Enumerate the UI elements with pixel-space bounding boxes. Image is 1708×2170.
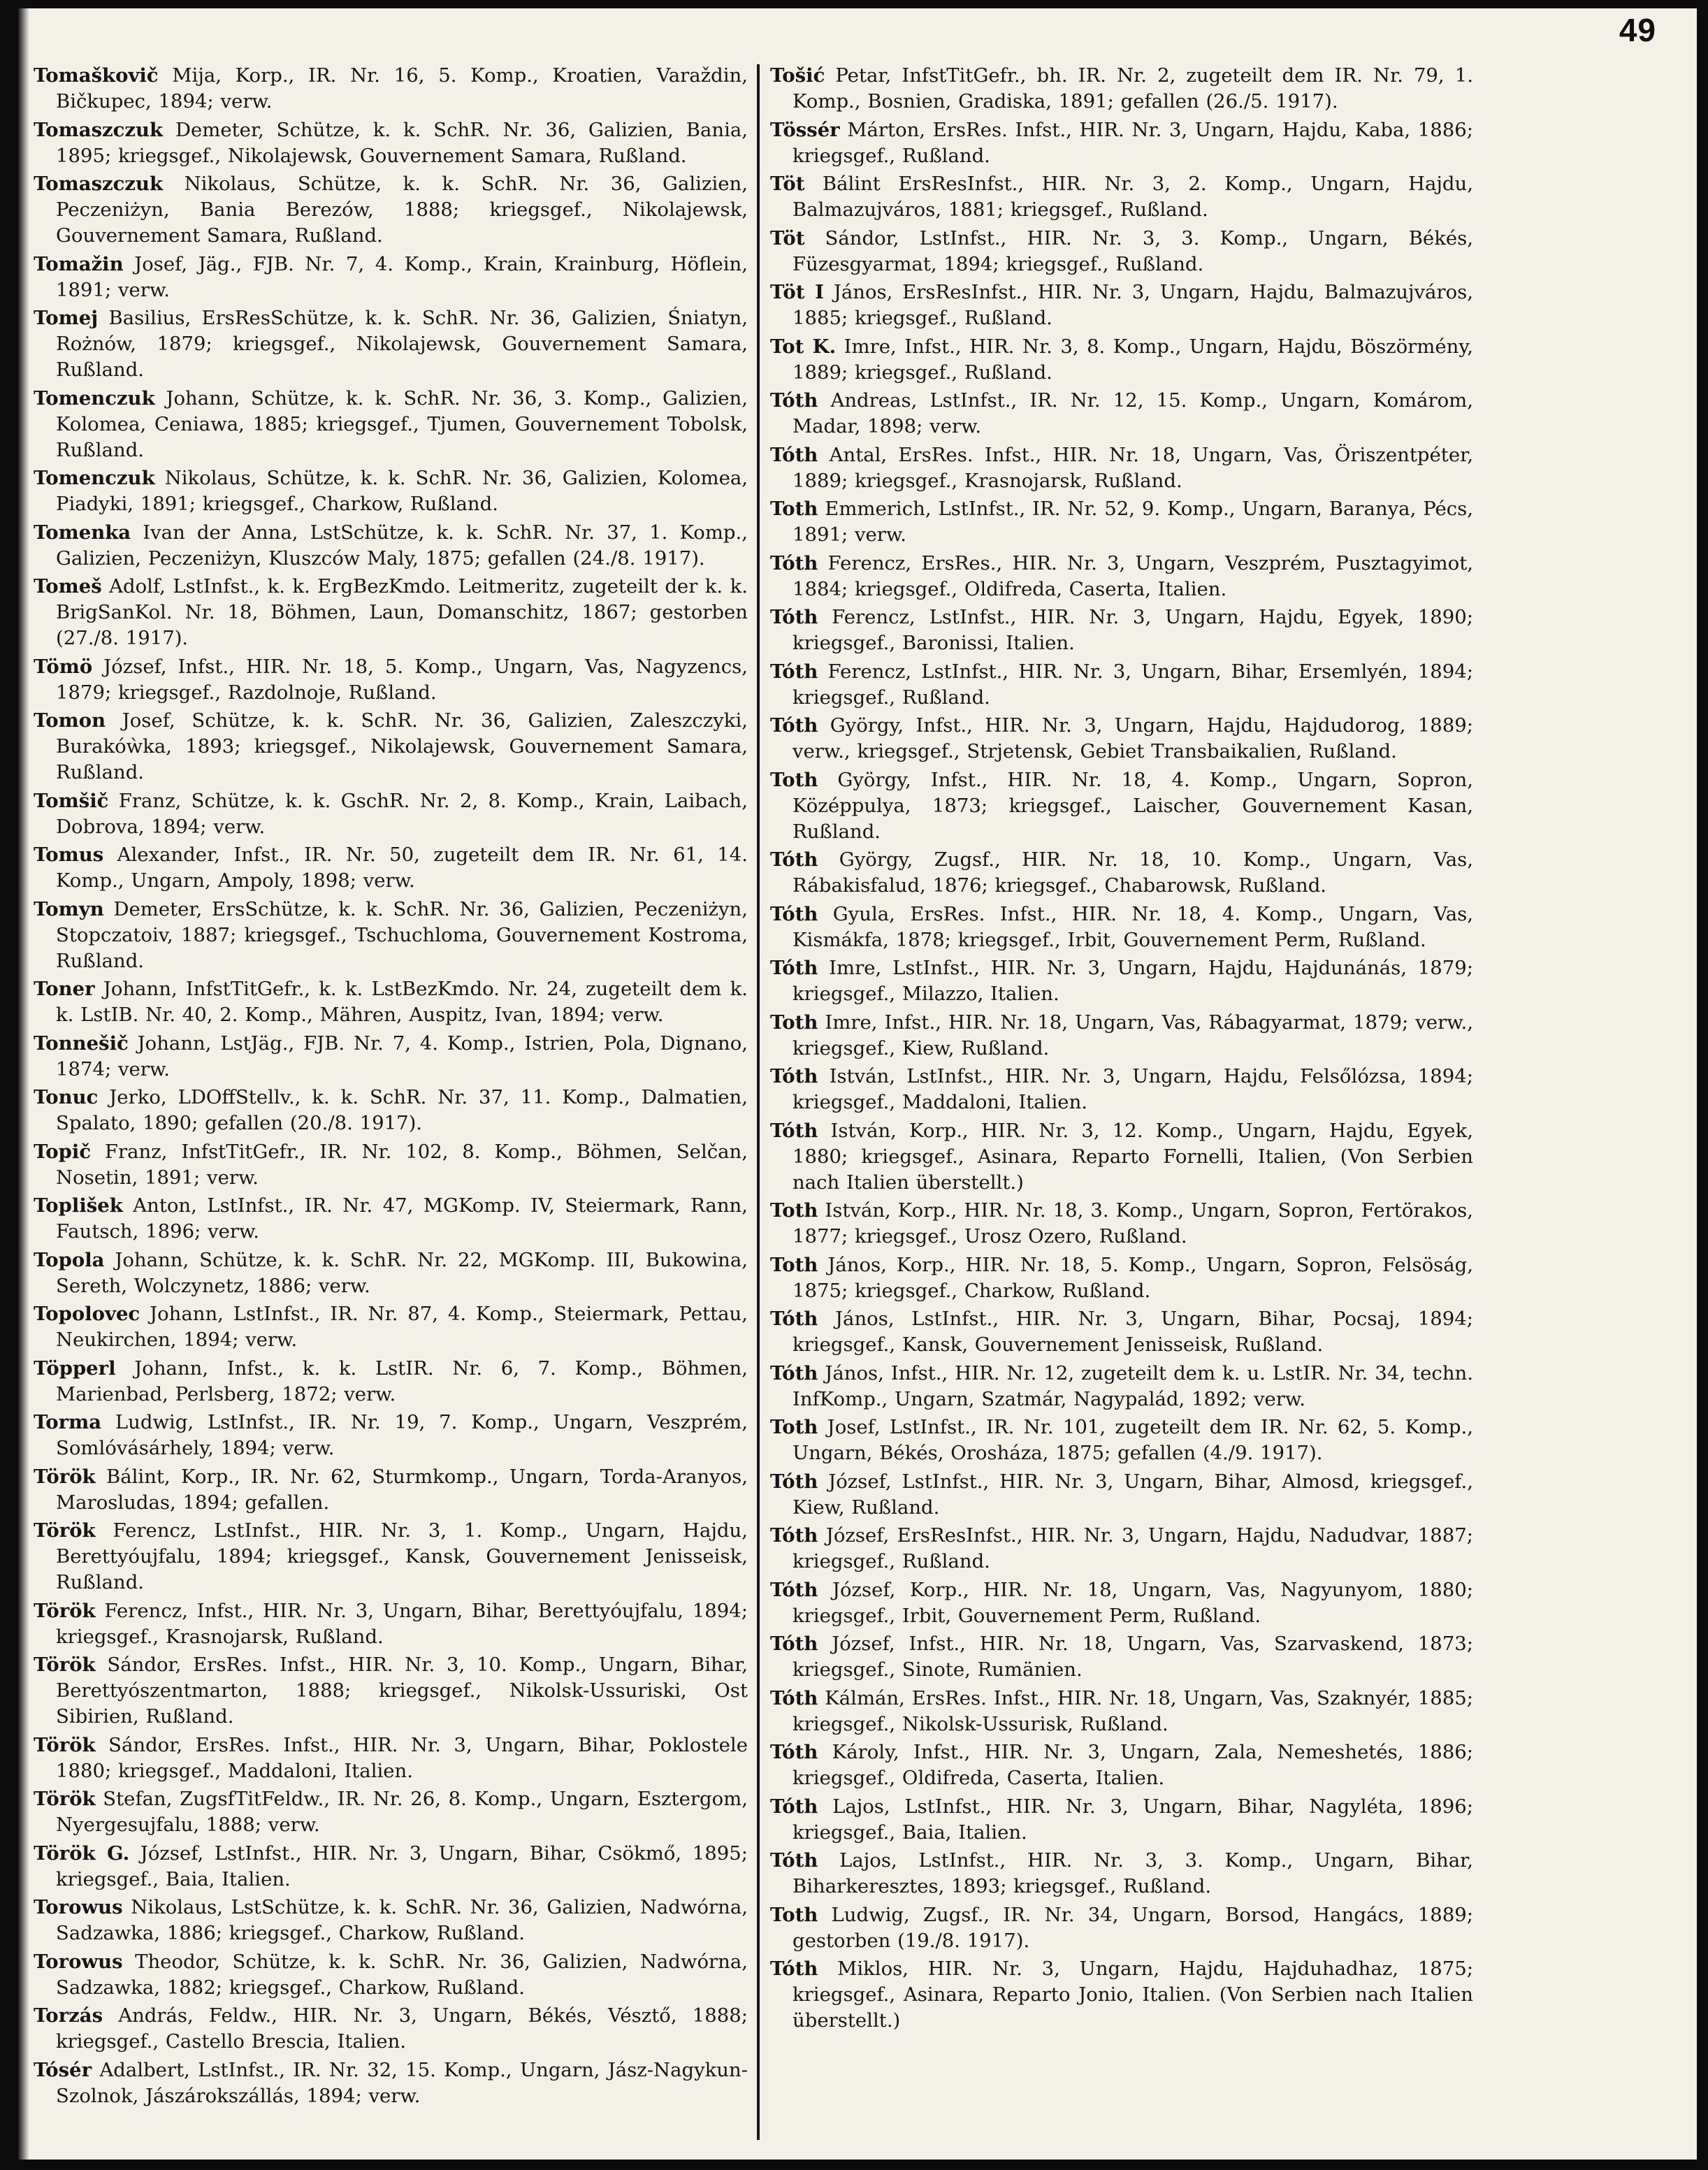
register-entry <box>34 1733 748 1784</box>
register-entry <box>34 171 748 249</box>
entry-surname: Toth <box>770 1199 818 1222</box>
register-entry <box>770 1252 1473 1304</box>
entry-details: József, LstInfst., HIR. Nr. 3, Ungarn, Bihar, Csökmő, 1895; kriegsgef., Baia, Italien. <box>56 1842 748 1890</box>
entry-details: Sándor, LstInfst., HIR. Nr. 3, 3. Komp., Ungarn, Békés, Füzesgyarmat, 1894; kriegsgef., Rußland. <box>793 226 1473 275</box>
entry-surname: Tóth <box>770 1065 818 1087</box>
register-entry <box>34 1598 748 1650</box>
register-entry <box>34 897 748 974</box>
entry-surname: Tóth <box>770 1849 818 1872</box>
register-entry <box>770 1523 1473 1575</box>
entry-details: Andreas, LstInfst., IR. Nr. 12, 15. Komp., Ungarn, Komárom, Madar, 1898; verw. <box>793 389 1473 437</box>
register-entry <box>770 226 1473 277</box>
register-entry <box>770 659 1473 711</box>
entry-surname: Tóth <box>770 1470 818 1493</box>
register-entry <box>770 442 1473 494</box>
entry-surname: Tomenczuk <box>34 467 155 489</box>
entry-surname: Tot K. <box>770 335 837 358</box>
entry-details: József, Infst., HIR. Nr. 18, Ungarn, Vas, Szarvaskend, 1873; kriegsgef., Sinote, Rumänien. <box>793 1633 1473 1681</box>
entry-surname: Toplišek <box>34 1194 123 1217</box>
left-column <box>34 63 748 2153</box>
register-entry <box>34 654 748 706</box>
entry-surname: Tóth <box>770 1795 818 1818</box>
register-entry <box>770 767 1473 845</box>
entry-surname: Topič <box>34 1140 92 1163</box>
entry-surname: Tössér <box>770 118 840 141</box>
entry-surname: Toth <box>770 1011 818 1034</box>
register-entry <box>34 1410 748 1461</box>
entry-details: György, Infst., HIR. Nr. 18, 4. Komp., Ungarn, Sopron, Középpulya, 1873; kriegsgef., Laischer, Gouvernement Kasan, Rußland. <box>793 768 1473 843</box>
entry-surname: Tomaszczuk <box>34 173 164 195</box>
entry-surname: Tóth <box>770 551 818 574</box>
register-entry <box>770 902 1473 953</box>
register-entry <box>770 1577 1473 1629</box>
register-entry <box>770 117 1473 169</box>
entry-surname: Török <box>34 1519 96 1542</box>
entry-surname: Tomej <box>34 307 99 329</box>
entry-surname: Toth <box>770 498 818 520</box>
register-entry <box>34 1786 748 1838</box>
register-entry <box>34 1949 748 2001</box>
entry-details: József, ErsResInfst., HIR. Nr. 3, Ungarn, Hajdu, Nadudvar, 1887; kriegsgef., Rußland. <box>793 1524 1473 1572</box>
column-divider <box>757 64 760 2140</box>
register-entry <box>34 1895 748 1946</box>
entry-details: István, Korp., HIR. Nr. 3, 12. Komp., Ungarn, Hajdu, Egyek, 1880; kriegsgef., Asinara, Reparto Fornelli, Italien, (Von Serbien nach Italien überstellt.) <box>793 1119 1473 1194</box>
register-entry <box>34 976 748 1028</box>
entry-surname: Tóth <box>770 1578 818 1601</box>
entry-details: János, Korp., HIR. Nr. 18, 5. Komp., Ungarn, Sopron, Felsöság, 1875; kriegsgef., Charkow, Rußland. <box>793 1253 1473 1302</box>
register-entry <box>770 388 1473 440</box>
entry-details: Theodor, Schütze, k. k. SchR. Nr. 36, Galizien, Nadwórna, Sadzawka, 1882; kriegsgef., Charkow, Rußland. <box>56 1950 748 1999</box>
register-entry <box>770 605 1473 656</box>
entry-surname: Török <box>34 1599 96 1622</box>
entry-details: József, LstInfst., HIR. Nr. 3, Ungarn, Bihar, Almosd, kriegsgef., Kiew, Rußland. <box>793 1470 1473 1519</box>
entry-surname: Töt <box>770 226 805 249</box>
entry-details: Antal, ErsRes. Infst., HIR. Nr. 18, Ungarn, Vas, Öriszentpéter, 1889; kriegsgef., Krasnojarsk, Rußland. <box>793 443 1473 492</box>
register-entry <box>34 1464 748 1516</box>
register-entry <box>34 465 748 517</box>
entry-details: György, Infst., HIR. Nr. 3, Ungarn, Hajdu, Hajdudorog, 1889; verw., kriegsgef., Strjetensk, Gebiet Transbaikalien, Rußland. <box>793 714 1473 762</box>
register-entry <box>770 1198 1473 1250</box>
entry-details: Johann, Schütze, k. k. SchR. Nr. 36, 3. Komp., Galizien, Kolomea, Ceniawa, 1885; kriegsgef., Tjumen, Gouvernement Tobolsk, Rußland. <box>56 386 748 461</box>
entry-surname: Tomažin <box>34 252 124 275</box>
register-entry <box>770 1361 1473 1412</box>
entry-details: Nikolaus, Schütze, k. k. SchR. Nr. 36, Galizien, Kolomea, Piadyki, 1891; kriegsgef., Charkow, Rußland. <box>56 467 748 515</box>
entry-surname: Tomyn <box>34 897 104 920</box>
entry-details: Basilius, ErsResSchütze, k. k. SchR. Nr. 36, Galizien, Śniatyn, Rożnów, 1879; kriegsgef., Nikolajewsk, Gouvernement Samara, Rußland. <box>56 307 748 381</box>
entry-details: Lajos, LstInfst., HIR. Nr. 3, Ungarn, Bihar, Nagyléta, 1896; kriegsgef., Baia, Italien. <box>793 1795 1473 1844</box>
entry-surname: Tóth <box>770 1958 818 1980</box>
register-entry <box>34 1085 748 1136</box>
register-entry <box>34 386 748 463</box>
entry-surname: Tomaszczuk <box>34 118 164 141</box>
entry-details: Petar, InfstTitGefr., bh. IR. Nr. 2, zugeteilt dem IR. Nr. 79, 1. Komp., Bosnien, Gradiska, 1891; gefallen (26./5. 1917). <box>793 64 1473 113</box>
entry-details: Imre, Infst., HIR. Nr. 18, Ungarn, Vas, Rábagyarmat, 1879; verw., kriegsgef., Kiew, Rußland. <box>793 1011 1473 1059</box>
entry-details: Ferencz, Infst., HIR. Nr. 3, Ungarn, Bihar, Berettyóujfalu, 1894; kriegsgef., Krasnojarsk, Rußland. <box>56 1599 748 1648</box>
entry-surname: Tóth <box>770 389 818 412</box>
register-entry <box>34 842 748 894</box>
entry-details: Sándor, ErsRes. Infst., HIR. Nr. 3, 10. Komp., Ungarn, Bihar, Berettyószentmarton, 1888; kriegsgef., Nikolsk-Ussuriski, Ost Sibirien, Rußland. <box>56 1654 748 1728</box>
register-entry <box>770 171 1473 223</box>
entry-details: Anton, LstInfst., IR. Nr. 47, MGKomp. IV, Steiermark, Rann, Fautsch, 1896; verw. <box>56 1194 748 1243</box>
entry-surname: Tomenka <box>34 521 131 544</box>
register-entry <box>34 2003 748 2055</box>
entry-surname: Tóth <box>770 1686 818 1709</box>
register-entry <box>34 1193 748 1245</box>
entry-surname: Török <box>34 1465 96 1488</box>
register-entry <box>34 574 748 651</box>
entry-details: Márton, ErsRes. Infst., HIR. Nr. 3, Ungarn, Hajdu, Kaba, 1886; kriegsgef., Rußland. <box>793 118 1473 167</box>
entry-surname: Tömö <box>34 655 93 678</box>
entry-details: György, Zugsf., HIR. Nr. 18, 10. Komp., Ungarn, Vas, Rábakisfalud, 1876; kriegsgef., Chabarowsk, Rußland. <box>793 848 1473 897</box>
entry-details: Jerko, LDOffStellv., k. k. SchR. Nr. 37, 11. Komp., Dalmatien, Spalato, 1890; gefallen (20./8. 1917). <box>56 1086 748 1134</box>
entry-surname: Török <box>34 1733 96 1756</box>
entry-surname: Tóth <box>770 606 818 628</box>
entry-surname: Tóth <box>770 1119 818 1142</box>
register-entry <box>34 305 748 383</box>
entry-details: Bálint ErsResInfst., HIR. Nr. 3, 2. Komp., Ungarn, Hajdu, Balmazujváros, 1881; kriegsgef., Rußland. <box>793 173 1473 221</box>
entry-details: Johann, Infst., k. k. LstIR. Nr. 6, 7. Komp., Böhmen, Marienbad, Perlsberg, 1872; verw. <box>56 1357 748 1405</box>
entry-details: Johann, LstJäg., FJB. Nr. 7, 4. Komp., Istrien, Pola, Dignano, 1874; verw. <box>56 1032 748 1080</box>
register-entry <box>34 788 748 840</box>
register-entry <box>770 280 1473 331</box>
entry-details: Miklos, HIR. Nr. 3, Ungarn, Hajdu, Hajduhadhaz, 1875; kriegsgef., Asinara, Reparto Jonio, Italien. (Von Serbien nach Italien überstellt.) <box>793 1958 1473 2032</box>
entry-surname: Töt <box>770 173 805 195</box>
entry-surname: Torma <box>34 1411 102 1433</box>
register-entry <box>770 1794 1473 1846</box>
entry-surname: Torowus <box>34 1896 123 1918</box>
register-entry <box>770 955 1473 1007</box>
entry-surname: Tósér <box>34 2058 92 2081</box>
entry-details: Nikolaus, LstSchütze, k. k. SchR. Nr. 36, Galizien, Nadwórna, Sadzawka, 1886; kriegsgef., Charkow, Rußland. <box>56 1896 748 1944</box>
register-entry <box>770 1064 1473 1115</box>
entry-surname: Tomaškovič <box>34 64 159 87</box>
register-entry <box>34 1301 748 1353</box>
entry-details: Johann, LstInfst., IR. Nr. 87, 4. Komp., Steiermark, Pettau, Neukirchen, 1894; verw. <box>56 1303 748 1351</box>
register-entry <box>34 1247 748 1299</box>
entry-details: József, Infst., HIR. Nr. 18, 5. Komp., Ungarn, Vas, Nagyzencs, 1879; kriegsgef., Razdolnoje, Rußland. <box>56 655 748 704</box>
entry-details: Kálmán, ErsRes. Infst., HIR. Nr. 18, Ungarn, Vas, Szaknyér, 1885; kriegsgef., Nikolsk-Ussurisk, Rußland. <box>793 1686 1473 1735</box>
entry-details: István, LstInfst., HIR. Nr. 3, Ungarn, Hajdu, Felsőlózsa, 1894; kriegsgef., Maddaloni, Italien. <box>793 1065 1473 1113</box>
entry-details: Gyula, ErsRes. Infst., HIR. Nr. 18, 4. Komp., Ungarn, Vas, Kismákfa, 1878; kriegsgef., Irbit, Gouvernement Perm, Rußland. <box>793 902 1473 951</box>
entry-details: Károly, Infst., HIR. Nr. 3, Ungarn, Zala, Nemeshetés, 1886; kriegsgef., Oldifreda, Caserta, Italien. <box>793 1741 1473 1789</box>
entry-surname: Tomeš <box>34 575 102 598</box>
entry-details: Ludwig, LstInfst., IR. Nr. 19, 7. Komp., Ungarn, Veszprém, Somlóvásárhely, 1894; verw. <box>56 1411 748 1459</box>
right-column <box>770 63 1473 2153</box>
register-entry <box>770 1469 1473 1521</box>
entry-details: Josef, Jäg., FJB. Nr. 7, 4. Komp., Krain, Krainburg, Höflein, 1891; verw. <box>56 252 748 301</box>
register-entry <box>770 1010 1473 1062</box>
register-entry <box>34 1518 748 1596</box>
entry-details: Ludwig, Zugsf., IR. Nr. 34, Ungarn, Borsod, Hangács, 1889; gestorben (19./8. 1917). <box>793 1903 1473 1952</box>
register-entry <box>770 1306 1473 1358</box>
register-entry <box>34 252 748 303</box>
entry-details: Mija, Korp., IR. Nr. 16, 5. Komp., Kroatien, Varaždin, Bičkupec, 1894; verw. <box>56 64 748 113</box>
page-number: 49 <box>1619 12 1656 48</box>
register-entry <box>770 551 1473 602</box>
entry-surname: Tóth <box>770 1741 818 1763</box>
entry-surname: Tóth <box>770 714 818 737</box>
entry-details: Franz, InfstTitGefr., IR. Nr. 102, 8. Komp., Böhmen, Selčan, Nosetin, 1891; verw. <box>56 1140 748 1189</box>
register-entry <box>34 1841 748 1893</box>
entry-details: Ivan der Anna, LstSchütze, k. k. SchR. Nr. 37, 1. Komp., Galizien, Peczeniżyn, Kluszców Maly, 1875; gefallen (24./8. 1917). <box>56 521 748 570</box>
entry-surname: Tóth <box>770 443 818 466</box>
entry-details: Imre, LstInfst., HIR. Nr. 3, Ungarn, Hajdu, Hajdunánás, 1879; kriegsgef., Milazzo, Italien. <box>793 957 1473 1005</box>
entry-details: Alexander, Infst., IR. Nr. 50, zugeteilt dem IR. Nr. 61, 14. Komp., Ungarn, Ampoly, 1898; verw. <box>56 844 748 892</box>
register-entry <box>34 1031 748 1083</box>
entry-details: Imre, Infst., HIR. Nr. 3, 8. Komp., Ungarn, Hajdu, Böszörmény, 1889; kriegsgef., Rußland. <box>793 335 1473 384</box>
register-entry <box>34 1652 748 1730</box>
entry-surname: Toth <box>770 1416 818 1438</box>
entry-surname: Török <box>34 1654 96 1676</box>
entry-details: Demeter, ErsSchütze, k. k. SchR. Nr. 36, Galizien, Peczeniżyn, Stopczatoiv, 1887; kriegsgef., Tschuchloma, Gouvernement Kostroma, Rußland. <box>56 897 748 972</box>
entry-details: Bálint, Korp., IR. Nr. 62, Sturmkomp., Ungarn, Torda-Aranyos, Marosludas, 1894; gefallen. <box>56 1465 748 1514</box>
entry-surname: Tonnešič <box>34 1032 129 1055</box>
entry-surname: Tóth <box>770 957 818 979</box>
register-entry <box>770 63 1473 115</box>
entry-details: János, ErsResInfst., HIR. Nr. 3, Ungarn, Hajdu, Balmazujváros, 1885; kriegsgef., Rußland. <box>793 281 1473 329</box>
register-entry <box>770 1739 1473 1791</box>
entry-surname: Tonuc <box>34 1086 99 1108</box>
register-entry <box>770 1415 1473 1466</box>
entry-surname: Tóth <box>770 902 818 925</box>
entry-surname: Toth <box>770 1253 818 1276</box>
entry-surname: Tóth <box>770 660 818 683</box>
entry-surname: Tóth <box>770 1633 818 1655</box>
register-entry <box>34 708 748 786</box>
entry-details: Sándor, ErsRes. Infst., HIR. Nr. 3, Ungarn, Bihar, Poklostele 1880; kriegsgef., Maddaloni, Italien. <box>56 1733 748 1782</box>
entry-details: Johann, Schütze, k. k. SchR. Nr. 22, MGKomp. III, Bukowina, Sereth, Wolczynetz, 1886; verw. <box>56 1248 748 1297</box>
register-entry <box>34 1356 748 1408</box>
entry-details: István, Korp., HIR. Nr. 18, 3. Komp., Ungarn, Sopron, Fertörakos, 1877; kriegsgef., Urosz Ozero, Rußland. <box>793 1199 1473 1247</box>
entry-details: Franz, Schütze, k. k. GschR. Nr. 2, 8. Komp., Krain, Laibach, Dobrova, 1894; verw. <box>56 789 748 838</box>
entry-surname: Tomenczuk <box>34 386 155 410</box>
entry-surname: Tóth <box>770 1524 818 1547</box>
register-entry <box>34 117 748 169</box>
register-entry <box>770 847 1473 899</box>
entry-details: Demeter, Schütze, k. k. SchR. Nr. 36, Galizien, Bania, 1895; kriegsgef., Nikolajewsk, Gouvernement Samara, Rußland. <box>56 118 748 167</box>
entry-details: Ferencz, ErsRes., HIR. Nr. 3, Ungarn, Veszprém, Pusztagyimot, 1884; kriegsgef., Oldifreda, Caserta, Italien. <box>793 551 1473 600</box>
entry-details: Ferencz, LstInfst., HIR. Nr. 3, 1. Komp., Ungarn, Hajdu, Berettyóujfalu, 1894; kriegsgef., Kansk, Gouvernement Jenisseisk, Rußland. <box>56 1519 748 1593</box>
entry-surname: Toner <box>34 978 95 1000</box>
entry-details: András, Feldw., HIR. Nr. 3, Ungarn, Békés, Vésztő, 1888; kriegsgef., Castello Brescia, Italien. <box>56 2004 748 2053</box>
register-entry <box>770 496 1473 548</box>
register-entry <box>770 1902 1473 1954</box>
entry-details: Emmerich, LstInfst., IR. Nr. 52, 9. Komp., Ungarn, Baranya, Pécs, 1891; verw. <box>793 498 1473 546</box>
entry-surname: Töpperl <box>34 1357 116 1380</box>
register-entry <box>770 334 1473 386</box>
register-entry <box>34 1139 748 1191</box>
entry-details: Johann, InfstTitGefr., k. k. LstBezKmdo. Nr. 24, zugeteilt dem k. k. LstIB. Nr. 40, 2. Komp., Mähren, Auspitz, Ivan, 1894; verw. <box>56 978 748 1026</box>
entry-surname: Tomon <box>34 709 106 732</box>
entry-surname: Toth <box>770 768 818 791</box>
register-entry <box>770 1686 1473 1737</box>
entry-details: Josef, Schütze, k. k. SchR. Nr. 36, Galizien, Zaleszczyki, Burakóẁka, 1893; kriegsgef., Nikolajewsk, Gouvernement Samara, Rußland. <box>56 709 748 783</box>
entry-details: Nikolaus, Schütze, k. k. SchR. Nr. 36, Galizien, Peczeniżyn, Bania Berezów, 1888; kriegsgef., Nikolajewsk, Gouvernement Samara, Rußland. <box>56 173 748 247</box>
entry-details: József, Korp., HIR. Nr. 18, Ungarn, Vas, Nagyunyom, 1880; kriegsgef., Irbit, Gouvernement Perm, Rußland. <box>793 1578 1473 1627</box>
entry-details: Stefan, ZugsfTitFeldw., IR. Nr. 26, 8. Komp., Ungarn, Esztergom, Nyergesujfalu, 1888; verw. <box>56 1788 748 1836</box>
entry-surname: Torzás <box>34 2004 103 2027</box>
entry-surname: Tóth <box>770 848 818 871</box>
entry-details: János, LstInfst., HIR. Nr. 3, Ungarn, Bihar, Pocsaj, 1894; kriegsgef., Kansk, Gouvernement Jenisseisk, Rußland. <box>793 1308 1473 1356</box>
entry-surname: Tóth <box>770 1308 818 1330</box>
register-entry <box>34 63 748 115</box>
entry-surname: Torowus <box>34 1950 123 1973</box>
register-entry <box>34 520 748 572</box>
entry-surname: Tóth <box>770 1361 818 1384</box>
register-entry <box>770 1631 1473 1683</box>
entry-surname: Topolovec <box>34 1303 140 1325</box>
entry-details: Lajos, LstInfst., HIR. Nr. 3, 3. Komp., Ungarn, Bihar, Biharkeresztes, 1893; kriegsgef., Rußland. <box>793 1849 1473 1897</box>
entry-details: Ferencz, LstInfst., HIR. Nr. 3, Ungarn, Bihar, Ersemlyén, 1894; kriegsgef., Rußland. <box>793 660 1473 709</box>
entry-details: Adalbert, LstInfst., IR. Nr. 32, 15. Komp., Ungarn, Jász-Nagykun-Szolnok, Jászárokszállás, 1894; verw. <box>56 2058 748 2107</box>
entry-surname: Topola <box>34 1248 105 1271</box>
entry-details: Adolf, LstInfst., k. k. ErgBezKmdo. Leitmeritz, zugeteilt der k. k. BrigSanKol. Nr. 18, Böhmen, Laun, Domanschitz, 1867; gestorben (27./8. 1917). <box>56 575 748 649</box>
binding-shadow <box>18 8 29 2160</box>
entry-details: Ferencz, LstInfst., HIR. Nr. 3, Ungarn, Hajdu, Egyek, 1890; kriegsgef., Baronissi, Italien. <box>793 606 1473 654</box>
entry-details: Josef, LstInfst., IR. Nr. 101, zugeteilt dem IR. Nr. 62, 5. Komp., Ungarn, Békés, Orosháza, 1875; gefallen (4./9. 1917). <box>793 1416 1473 1464</box>
document-page <box>18 8 1697 2160</box>
entry-surname: Török G. <box>34 1842 130 1865</box>
register-entry <box>770 1956 1473 2034</box>
entry-details: János, Infst., HIR. Nr. 12, zugeteilt dem k. u. LstIR. Nr. 34, techn. InfKomp., Ungarn, Szatmár, Nagypalád, 1892; verw. <box>793 1361 1473 1410</box>
register-entry <box>770 713 1473 765</box>
register-entry <box>34 2057 748 2109</box>
register-entry <box>770 1848 1473 1900</box>
entry-surname: Töt I <box>770 281 824 303</box>
register-entry <box>770 1118 1473 1196</box>
entry-surname: Török <box>34 1788 96 1810</box>
entry-surname: Tošić <box>770 64 825 87</box>
entry-surname: Tomus <box>34 844 104 866</box>
entry-surname: Toth <box>770 1903 818 1926</box>
entry-surname: Tomšič <box>34 789 109 812</box>
